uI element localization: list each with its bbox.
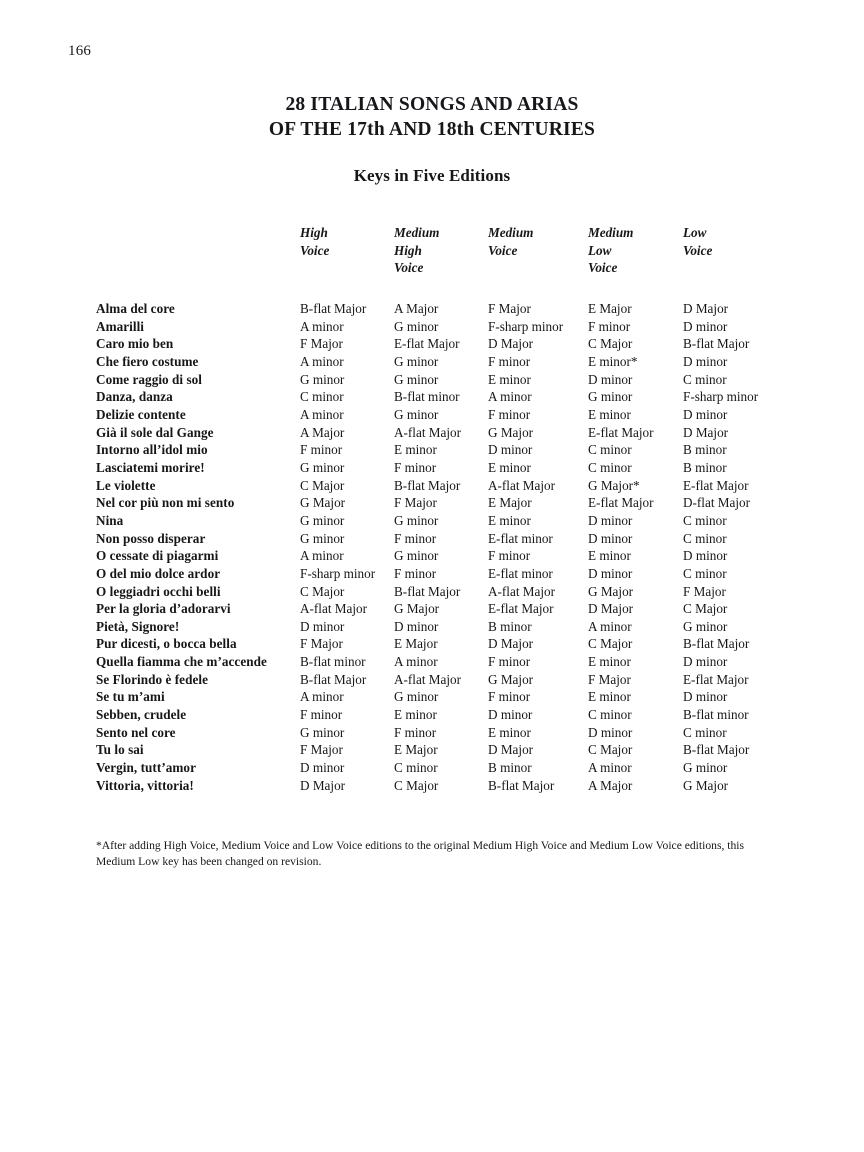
- key-cell: G minor: [394, 371, 439, 387]
- table-row: [96, 494, 796, 512]
- key-cell: E Major: [394, 742, 438, 758]
- document-subtitle: Keys in Five Editions: [353, 166, 511, 185]
- table-row: [96, 565, 796, 583]
- key-cell: F minor: [488, 353, 531, 369]
- key-cell: A minor: [300, 406, 344, 422]
- table-row: [96, 618, 796, 636]
- key-cell: C minor: [683, 371, 727, 387]
- key-cell: E minor: [394, 707, 437, 723]
- song-title-cell: O del mio dolce ardor: [96, 565, 221, 581]
- key-cell: C Major: [300, 583, 345, 599]
- table-row: [96, 477, 796, 495]
- key-cell: G Major*: [588, 477, 640, 493]
- key-cell: D minor: [683, 318, 728, 334]
- table-row: [96, 583, 796, 601]
- key-cell: E minor: [488, 512, 531, 528]
- column-header-song: [96, 224, 300, 300]
- key-cell: A Major: [300, 424, 345, 440]
- key-cell: D Major: [588, 601, 634, 617]
- key-cell: G minor: [300, 724, 345, 740]
- song-title-cell: Caro mio ben: [96, 336, 174, 352]
- key-cell: E-flat Major: [588, 424, 654, 440]
- key-cell: A-flat Major: [488, 583, 556, 599]
- song-title-cell: Le violette: [96, 477, 156, 493]
- key-cell: C minor: [683, 530, 727, 546]
- column-header-medium-voice: [488, 224, 588, 300]
- key-cell: E-flat Major: [488, 601, 554, 617]
- key-cell: G minor: [588, 389, 633, 405]
- key-cell: C Major: [588, 636, 633, 652]
- column-header-word: Voice: [488, 242, 518, 258]
- key-cell: D minor: [488, 442, 533, 458]
- table-row: [96, 530, 796, 548]
- key-cell: F minor: [300, 707, 343, 723]
- key-cell: F minor: [588, 318, 631, 334]
- key-cell: A minor: [394, 654, 438, 670]
- key-cell: A minor: [300, 689, 344, 705]
- key-cell: A minor: [300, 548, 344, 564]
- key-cell: C minor: [683, 512, 727, 528]
- key-cell: D minor: [588, 530, 633, 546]
- key-cell: D minor: [300, 618, 345, 634]
- table-row: [96, 671, 796, 689]
- key-cell: C Major: [394, 777, 439, 793]
- column-header-word: Medium: [488, 225, 534, 240]
- key-cell: A Major: [588, 777, 633, 793]
- table-row: [96, 424, 796, 442]
- key-cell: G minor: [394, 353, 439, 369]
- song-title-cell: Nel cor più non mi sento: [96, 495, 235, 511]
- key-cell: F minor: [394, 565, 437, 581]
- keys-table: [96, 224, 796, 794]
- key-cell: D minor: [683, 654, 728, 670]
- key-cell: F Major: [300, 742, 343, 758]
- column-header-high-voice: [300, 224, 394, 300]
- key-cell: D minor: [683, 689, 728, 705]
- keys-table-container: [96, 224, 796, 794]
- key-cell: B-flat Major: [394, 583, 461, 599]
- key-cell: F Major: [300, 336, 343, 352]
- song-title-cell: Amarilli: [96, 318, 145, 334]
- key-cell: G minor: [394, 548, 439, 564]
- column-header-word: Voice: [588, 260, 618, 276]
- key-cell: F Major: [300, 636, 343, 652]
- key-cell: E minor: [488, 724, 531, 740]
- key-cell: C minor: [588, 459, 632, 475]
- key-cell: E minor*: [588, 353, 638, 369]
- column-header-word: High: [394, 242, 422, 258]
- table-row: [96, 706, 796, 724]
- key-cell: B-flat Major: [683, 742, 750, 758]
- table-body: [96, 300, 796, 794]
- key-cell: F Major: [588, 671, 631, 687]
- column-header-word: Medium: [394, 225, 440, 240]
- column-header-word: Low: [588, 242, 612, 258]
- key-cell: E Major: [588, 301, 632, 316]
- song-title-cell: Se Florindo è fedele: [96, 671, 208, 687]
- key-cell: B-flat Major: [300, 671, 367, 687]
- key-cell: A Major: [394, 301, 439, 316]
- key-cell: F minor: [300, 442, 343, 458]
- key-cell: B-flat Major: [394, 477, 461, 493]
- song-title-cell: Alma del core: [96, 301, 175, 316]
- key-cell: G minor: [300, 371, 345, 387]
- key-cell: E minor: [394, 442, 437, 458]
- key-cell: F Major: [488, 301, 531, 316]
- table-row: [96, 777, 796, 795]
- key-cell: C minor: [588, 707, 632, 723]
- table-row: [96, 406, 796, 424]
- song-title-cell: Sebben, crudele: [96, 707, 187, 723]
- key-cell: F minor: [488, 548, 531, 564]
- key-cell: A-flat Major: [300, 601, 368, 617]
- song-title-cell: Se tu m’ami: [96, 689, 165, 705]
- key-cell: E minor: [588, 406, 631, 422]
- table-row: [96, 512, 796, 530]
- song-title-cell: Che fiero costume: [96, 353, 199, 369]
- key-cell: B minor: [683, 442, 727, 458]
- key-cell: E minor: [488, 459, 531, 475]
- key-cell: D Major: [683, 301, 729, 316]
- key-cell: D Major: [488, 636, 534, 652]
- song-title-cell: Sento nel core: [96, 724, 176, 740]
- key-cell: E-flat Major: [394, 336, 460, 352]
- table-row: [96, 371, 796, 389]
- song-title-cell: Tu lo sai: [96, 742, 144, 758]
- key-cell: F-sharp minor: [683, 389, 759, 405]
- table-row: [96, 724, 796, 742]
- table-header-row: [96, 224, 796, 300]
- column-header-word: High: [300, 225, 328, 240]
- key-cell: A minor: [300, 353, 344, 369]
- column-header-medium-high-voice: [394, 224, 488, 300]
- song-title-cell: Non posso disperar: [96, 530, 206, 546]
- song-title-cell: Lasciatemi morire!: [96, 459, 205, 475]
- key-cell: C Major: [588, 742, 633, 758]
- song-title-cell: Intorno all’idol mio: [96, 442, 208, 458]
- column-header-word: Voice: [394, 260, 424, 276]
- key-cell: B minor: [488, 618, 532, 634]
- key-cell: C Major: [300, 477, 345, 493]
- key-cell: F Major: [683, 583, 726, 599]
- key-cell: D minor: [683, 406, 728, 422]
- key-cell: D minor: [683, 353, 728, 369]
- key-cell: G minor: [300, 512, 345, 528]
- key-cell: D minor: [300, 760, 345, 776]
- key-cell: E minor: [588, 689, 631, 705]
- table-row: [96, 459, 796, 477]
- table-row: [96, 318, 796, 336]
- key-cell: C minor: [394, 760, 438, 776]
- table-row: [96, 353, 796, 371]
- song-title-cell: Nina: [96, 512, 124, 528]
- page-number: 166: [68, 43, 92, 59]
- key-cell: F minor: [394, 530, 437, 546]
- key-cell: D minor: [488, 707, 533, 723]
- song-title-cell: Quella fiamma che m’accende: [96, 654, 267, 670]
- key-cell: G minor: [683, 618, 728, 634]
- key-cell: E Major: [488, 495, 532, 511]
- song-title-cell: O cessate di piagarmi: [96, 548, 219, 564]
- song-title-cell: Come raggio di sol: [96, 371, 203, 387]
- table-row: [96, 759, 796, 777]
- key-cell: F-sharp minor: [300, 565, 376, 581]
- table-row: [96, 300, 796, 318]
- key-cell: C minor: [683, 724, 727, 740]
- key-cell: A minor: [588, 760, 632, 776]
- key-cell: F minor: [488, 689, 531, 705]
- key-cell: A minor: [488, 389, 532, 405]
- key-cell: C minor: [588, 442, 632, 458]
- key-cell: B-flat Major: [683, 336, 750, 352]
- key-cell: A minor: [588, 618, 632, 634]
- key-cell: E-flat Major: [683, 477, 749, 493]
- key-cell: G minor: [300, 459, 345, 475]
- key-cell: F minor: [394, 459, 437, 475]
- key-cell: G Major: [488, 424, 534, 440]
- key-cell: G Major: [588, 583, 634, 599]
- key-cell: D minor: [683, 548, 728, 564]
- key-cell: D minor: [588, 724, 633, 740]
- key-cell: B minor: [488, 760, 532, 776]
- key-cell: D Major: [488, 336, 534, 352]
- key-cell: B-flat minor: [300, 654, 366, 670]
- key-cell: G minor: [394, 512, 439, 528]
- key-cell: F minor: [394, 724, 437, 740]
- key-cell: B-flat minor: [394, 389, 460, 405]
- song-title-cell: Vergin, tutt’amor: [96, 760, 196, 776]
- key-cell: G minor: [683, 760, 728, 776]
- key-cell: C minor: [683, 565, 727, 581]
- table-row: [96, 388, 796, 406]
- key-cell: E-flat minor: [488, 530, 553, 546]
- key-cell: B-flat minor: [683, 707, 749, 723]
- song-title-cell: Vittoria, vittoria!: [96, 777, 194, 793]
- table-row: [96, 335, 796, 353]
- key-cell: B-flat Major: [683, 636, 750, 652]
- key-cell: F Major: [394, 495, 437, 511]
- key-cell: C minor: [300, 389, 344, 405]
- column-header-medium-low-voice: [588, 224, 683, 300]
- key-cell: D minor: [588, 512, 633, 528]
- key-cell: E-flat Major: [588, 495, 654, 511]
- footnote: *After adding High Voice, Medium Voice and Low Voice editions to the original Medium High Voice and Medium Low Voice editions, this Medium Low key has been changed on revision.: [96, 839, 744, 868]
- key-cell: C Major: [683, 601, 728, 617]
- key-cell: D-flat Major: [683, 495, 751, 511]
- key-cell: A minor: [300, 318, 344, 334]
- song-title-cell: Già il sole dal Gange: [96, 424, 214, 440]
- key-cell: A-flat Major: [394, 671, 462, 687]
- key-cell: F minor: [488, 406, 531, 422]
- key-cell: E minor: [588, 654, 631, 670]
- key-cell: G minor: [394, 406, 439, 422]
- song-title-cell: O leggiadri occhi belli: [96, 583, 221, 599]
- key-cell: C Major: [588, 336, 633, 352]
- key-cell: D Major: [488, 742, 534, 758]
- title-line-1: 28 ITALIAN SONGS AND ARIAS: [285, 94, 579, 115]
- table-row: [96, 600, 796, 618]
- key-cell: E minor: [488, 371, 531, 387]
- key-cell: G minor: [394, 318, 439, 334]
- key-cell: E minor: [588, 548, 631, 564]
- song-title-cell: Pietà, Signore!: [96, 618, 180, 634]
- table-row: [96, 635, 796, 653]
- key-cell: A-flat Major: [394, 424, 462, 440]
- key-cell: G Major: [300, 495, 346, 511]
- column-header-word: Medium: [588, 225, 634, 240]
- key-cell: D minor: [394, 618, 439, 634]
- document-title: [0, 92, 864, 142]
- table-row: [96, 741, 796, 759]
- key-cell: D minor: [588, 565, 633, 581]
- table-row: [96, 547, 796, 565]
- key-cell: A-flat Major: [488, 477, 556, 493]
- key-cell: E-flat Major: [683, 671, 749, 687]
- song-title-cell: Pur dicesti, o bocca bella: [96, 636, 237, 652]
- table-row: [96, 441, 796, 459]
- song-title-cell: Delizie contente: [96, 406, 186, 422]
- table-row: [96, 653, 796, 671]
- song-title-cell: Danza, danza: [96, 389, 173, 405]
- column-header-word: Voice: [300, 242, 330, 258]
- title-line-2: OF THE 17th AND 18th CENTURIES: [268, 119, 596, 140]
- key-cell: F minor: [488, 654, 531, 670]
- key-cell: G Major: [683, 777, 729, 793]
- table-row: [96, 688, 796, 706]
- key-cell: G minor: [300, 530, 345, 546]
- column-header-low-voice: [683, 224, 796, 300]
- column-header-word: Low: [683, 225, 707, 240]
- key-cell: B minor: [683, 459, 727, 475]
- key-cell: G minor: [394, 689, 439, 705]
- key-cell: B-flat Major: [300, 301, 367, 316]
- key-cell: D Major: [683, 424, 729, 440]
- key-cell: D Major: [300, 777, 346, 793]
- key-cell: F-sharp minor: [488, 318, 564, 334]
- key-cell: G Major: [394, 601, 440, 617]
- table-header: [96, 224, 796, 300]
- song-title-cell: Per la gloria d’adorarvi: [96, 601, 231, 617]
- column-header-word: Voice: [683, 242, 713, 258]
- key-cell: G Major: [488, 671, 534, 687]
- key-cell: E-flat minor: [488, 565, 553, 581]
- key-cell: E Major: [394, 636, 438, 652]
- key-cell: B-flat Major: [488, 777, 555, 793]
- key-cell: D minor: [588, 371, 633, 387]
